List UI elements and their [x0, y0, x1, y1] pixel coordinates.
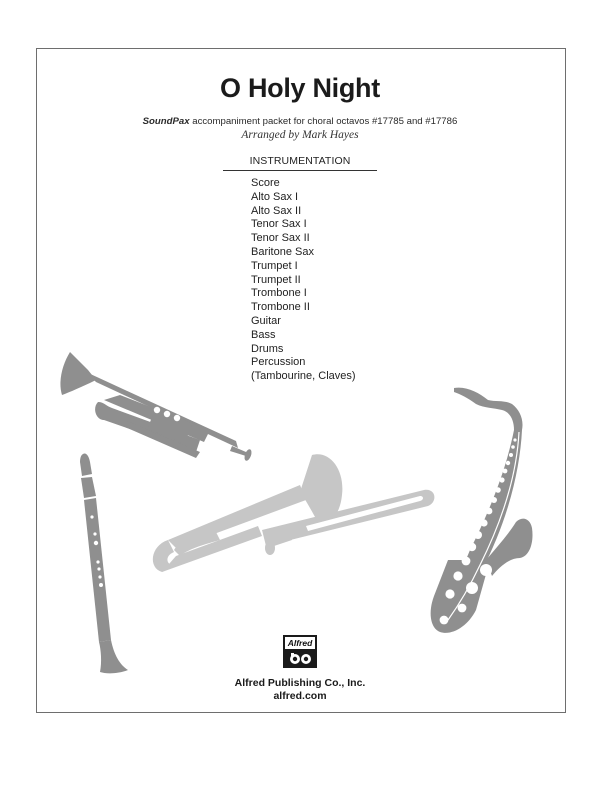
- instrumentation-list: [251, 177, 356, 384]
- publisher-website: alfred.com: [273, 690, 327, 702]
- logo-text: Alfred: [285, 637, 315, 651]
- list-item: Trumpet II: [251, 273, 301, 286]
- publisher-name: Alfred Publishing Co., Inc.: [234, 677, 366, 689]
- subtitle: [0, 116, 600, 127]
- list-item: Baritone Sax: [251, 245, 314, 258]
- list-item: Trombone I: [251, 287, 307, 300]
- heading-rule: [223, 170, 377, 171]
- subtitle-text: accompaniment packet for choral octavos #17785 and #17786: [189, 116, 458, 127]
- logo-mark-icon: [285, 651, 315, 666]
- arranger-credit: Arranged by Mark Hayes: [241, 129, 359, 141]
- list-item: Alto Sax I: [251, 190, 299, 203]
- list-item: Drums: [251, 342, 284, 355]
- list-item: (Tambourine, Claves): [251, 370, 356, 383]
- list-item: Tenor Sax I: [251, 218, 307, 231]
- soundpax-brand: SoundPax: [142, 116, 190, 127]
- list-item: Trumpet I: [251, 259, 298, 272]
- list-item: Alto Sax II: [251, 204, 302, 217]
- list-item: Percussion: [251, 356, 306, 369]
- alfred-logo: [283, 635, 317, 668]
- list-item: Guitar: [251, 314, 281, 327]
- list-item: Tenor Sax II: [251, 232, 310, 245]
- instrumentation-heading: INSTRUMENTATION: [249, 155, 351, 167]
- list-item: Trombone II: [251, 301, 310, 314]
- list-item: Bass: [251, 328, 276, 341]
- list-item: Score: [251, 177, 280, 189]
- page-title: O Holy Night: [220, 73, 380, 103]
